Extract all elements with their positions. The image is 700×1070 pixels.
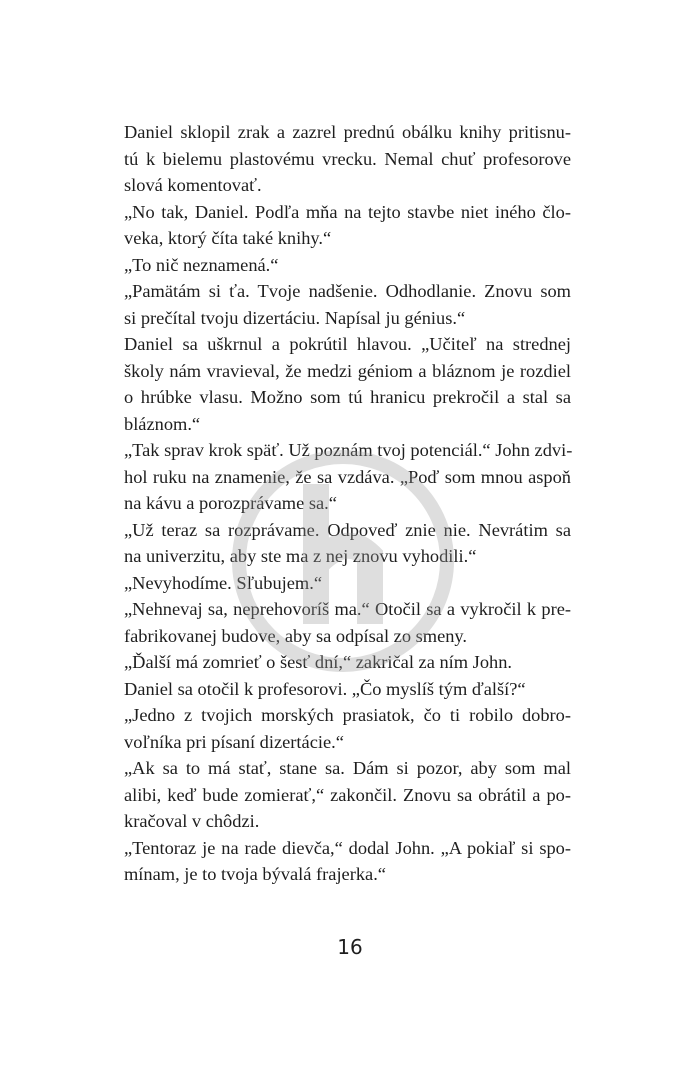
paragraph [124,437,571,517]
paragraph [124,517,571,570]
text-line: školy nám vravieval, že medzi géniom a bláznom je rozdiel [124,360,571,381]
paragraph [124,331,571,437]
text-line: „Už teraz sa rozprávame. Odpoveď znie nie. Nevrátim sa [124,519,571,540]
paragraph [124,596,571,649]
paragraph [124,755,571,835]
paragraph [124,649,571,676]
text-line: voľníka pri písaní dizertácie.“ [124,731,344,752]
text-line: o hrúbke vlasu. Možno som tú hranicu prekročil a stal sa [124,387,571,407]
page-number: 16 [337,935,363,959]
paragraph [124,278,571,331]
text-line: „Tak sprav krok späť. Už poznám tvoj potenciál.“ John zdvi- [124,440,573,460]
text-line: mínam, je to tvoja bývalá frajerka.“ [124,864,386,884]
text-line: si prečítal tvoju dizertáciu. Napísal ju génius.“ [124,307,466,328]
text-line: „Jedno z tvojich morských prasiatok, čo ti robilo dobro- [124,705,571,725]
text-line: Daniel sa otočil k profesorovi. „Čo myslíš tým ďalší?“ [124,678,526,699]
text-line: slová komentovať. [124,175,262,195]
paragraph [124,252,571,279]
text-line: alibi, keď bude zomierať,“ zakončil. Znovu sa obrátil a po- [124,784,571,805]
text-line: fabrikovanej budove, aby sa odpísal zo smeny. [124,625,468,646]
text-line: „To nič neznamená.“ [124,254,279,275]
text-line: kračoval v chôdzi. [124,811,260,831]
text-line: „Nevyhodíme. Sľubujem.“ [124,572,322,593]
paragraph [124,676,571,703]
paragraph [124,119,571,199]
book-page-text [124,119,571,888]
text-line: hol ruku na znamenie, že sa vzdáva. „Poď som mnou aspoň [124,466,571,487]
paragraph [124,199,571,252]
text-line: Daniel sa uškrnul a pokrútil hlavou. „Učiteľ na strednej [124,334,571,354]
paragraph [124,570,571,597]
text-line: „Nehnevaj sa, neprehovoríš ma.“ Otočil sa a vykročil k pre- [124,599,571,619]
text-line: „Pamätám si ťa. Tvoje nadšenie. Odhodlanie. Znovu som [124,281,571,301]
paragraph [124,702,571,755]
paragraph [124,835,571,888]
text-line: tú k bielemu plastovému vrecku. Nemal chuť profesorove [124,148,571,169]
text-line: na univerzitu, aby ste ma z nej znovu vyhodili.“ [124,546,477,566]
text-line: „Ak sa to má stať, stane sa. Dám si pozor, aby som mal [124,758,571,778]
text-line: bláznom.“ [124,413,201,434]
text-line: veka, ktorý číta také knihy.“ [124,228,332,248]
text-line: „Ďalší má zomrieť o šesť dní,“ zakričal za ním John. [124,652,512,672]
text-line: na kávu a porozprávame sa.“ [124,493,337,513]
text-line: Daniel sklopil zrak a zazrel prednú obálku knihy pritisnu- [124,122,571,142]
text-line: „No tak, Daniel. Podľa mňa na tejto stavbe niet iného člo- [124,201,571,222]
text-line: „Tentoraz je na rade dievča,“ dodal John. „A pokiaľ si spo- [124,837,571,858]
